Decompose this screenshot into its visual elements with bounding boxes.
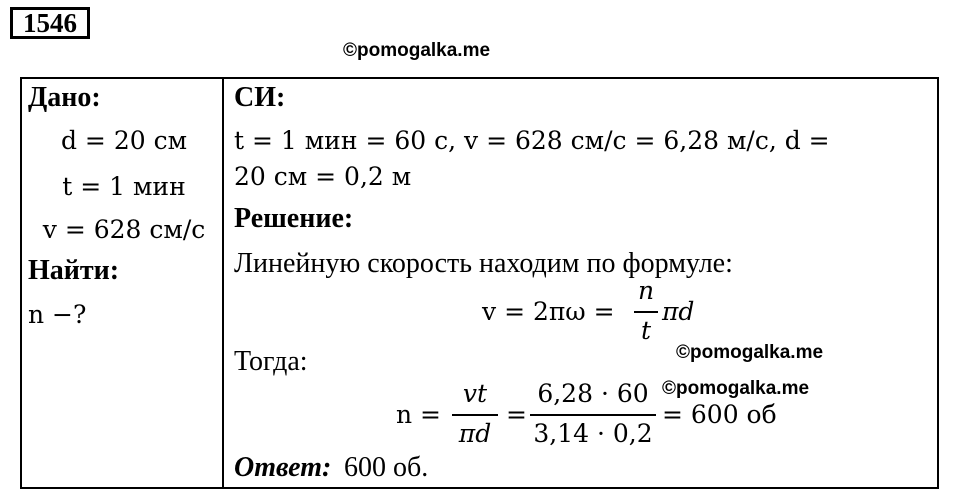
given-line-velocity: v = 628 см/с xyxy=(42,215,206,244)
find-heading: Найти: xyxy=(28,255,120,286)
column-divider xyxy=(222,77,224,489)
formula1-lhs: v = 2πω = xyxy=(482,297,615,326)
given-line-diameter: d = 20 см xyxy=(60,126,188,155)
given-heading: Дано: xyxy=(28,82,101,113)
formula1-fraction-bar xyxy=(634,311,658,313)
watermark-lower: ©pomogalka.me xyxy=(662,378,810,399)
formula2-result: = 600 об xyxy=(662,400,777,429)
si-line-2: 20 см = 0,2 м xyxy=(234,162,412,191)
find-line: n −? xyxy=(28,300,87,329)
formula2-frac1-bar xyxy=(452,414,498,416)
solution-heading: Решение: xyxy=(234,203,354,234)
formula1-tail: πd xyxy=(662,297,695,326)
si-heading: СИ: xyxy=(234,82,286,113)
formula2-frac1-denominator: πd xyxy=(458,419,492,448)
formula2-equals: = xyxy=(506,400,527,429)
solution-then: Тогда: xyxy=(234,346,308,377)
watermark-top: ©pomogalka.me xyxy=(343,40,491,61)
formula2-frac2-numerator: 6,28 · 60 xyxy=(537,379,649,408)
watermark-middle: ©pomogalka.me xyxy=(676,342,824,363)
formula2-frac2-denominator: 3,14 · 0,2 xyxy=(533,419,653,448)
answer-value: 600 об. xyxy=(344,452,429,483)
formula2-frac1-numerator: vt xyxy=(462,379,488,408)
si-line-1: t = 1 мин = 60 с, v = 628 см/с = 6,28 м/с, d = xyxy=(234,126,830,155)
answer-label: Ответ: xyxy=(234,452,332,483)
given-line-time: t = 1 мин xyxy=(62,172,186,201)
formula2-frac2-bar xyxy=(530,414,656,416)
task-number: 1546 xyxy=(10,7,90,39)
formula2-lhs: n = xyxy=(396,400,441,429)
formula1-denominator: t xyxy=(640,316,652,345)
solution-intro: Линейную скорость находим по формуле: xyxy=(234,248,733,279)
formula1-numerator: n xyxy=(637,276,655,305)
